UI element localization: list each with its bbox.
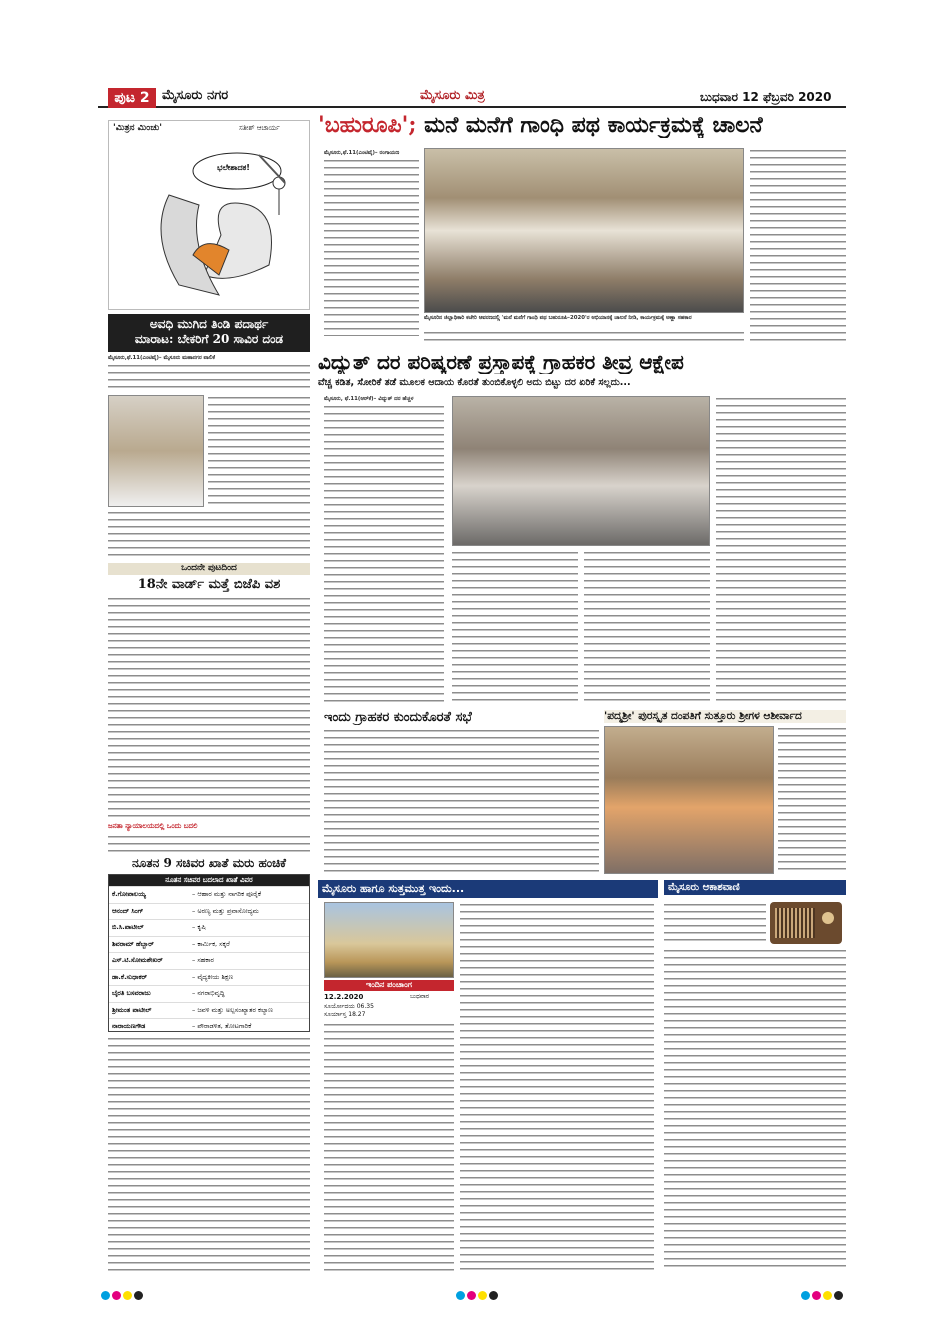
minister-row	[109, 1002, 309, 1019]
lead-body-col1	[324, 158, 419, 336]
radio-body	[664, 948, 846, 1272]
minister-name: ಬಿ.ಸಿ.ಪಾಟೀಲ್	[112, 923, 144, 931]
vidyut-body-col1	[324, 404, 444, 704]
cartoon-bubble: ಭಲೇಶಾದಕ!	[217, 163, 250, 172]
minister-row	[109, 969, 309, 986]
palace-photo	[324, 902, 454, 978]
expiry-photo	[108, 395, 204, 507]
lead-photo	[424, 148, 744, 313]
minister-row	[109, 919, 309, 936]
lead-byline: ಮೈಸೂರು,ಫೆ.11(ಎಂಟಿವೈ)– ರಂಗಾಯಣ	[324, 150, 400, 156]
minister-name: ಶಿವರಾಮ್ ಹೆಬ್ಬಾರ್	[112, 939, 154, 948]
vidyut-body-col3	[584, 550, 710, 704]
page-number: ಪುಟ 2	[108, 88, 156, 108]
minister-name: ಆನಂದ್ ಸಿಂಗ್	[112, 906, 144, 915]
minister-name: ನಾರಾಯಣಗೌಡ	[112, 1022, 146, 1030]
judiciary-body	[108, 834, 310, 852]
minister-name: ಎಸ್.ಟಿ.ಸೋಮಶೇಖರ್	[112, 956, 163, 964]
judiciary-title: ಜನತಾ ನ್ಯಾಯಾಲಯದಲ್ಲಿ ಒಂದು ಬದಲಿ	[108, 822, 198, 830]
expiry-headline-2: ಮಾರಾಟ: ಬೇಕರಿಗೆ 20 ಸಾವಿರ ದಂಡ	[134, 332, 284, 346]
city-today-col1	[324, 1022, 454, 1272]
lead-headline	[318, 112, 846, 138]
minister-dept: – ಅರಣ್ಯ ಮತ್ತು ಪ್ರವಾಸೋದ್ಯಮ	[192, 906, 259, 915]
city-today-title: ಮೈಸೂರು ಹಾಗೂ ಸುತ್ತಮುತ್ತ ಇಂದು...	[318, 880, 658, 898]
paper-name: ಮೈಸೂರು ಮಿತ್ರ	[420, 88, 485, 103]
minister-dept: – ವೈದ್ಯಕೀಯ ಶಿಕ್ಷಣ	[192, 972, 234, 981]
cartoon-artist: ಸತೀಶ್ ಆಚಾರ್ಯ	[239, 124, 280, 132]
panchanga-date: 12.2.2020	[324, 993, 364, 1001]
panchanga-sunrise: ಸೂರ್ಯೋದಯ 06.35	[324, 1003, 374, 1010]
radio-title: ಮೈಸೂರು ಆಕಾಶವಾಣಿ	[664, 880, 846, 895]
minister-dept: – ಕೃಷಿ	[192, 923, 206, 931]
radio-titlebar	[664, 880, 846, 898]
city-today-titlebar	[318, 880, 658, 898]
padma-headline: 'ಪದ್ಮಶ್ರೀ' ಪುರಸ್ಕೃತ ದಂಪತಿಗೆ ಸುತ್ತೂರು ಶ್ರೀಗಳ ಆಶೀರ್ವಾದ	[604, 710, 846, 723]
city-today-col2	[460, 902, 654, 1272]
minister-dept: – ಸಹಕಾರ	[192, 956, 214, 964]
minister-dept: – ಜವಳಿ ಮತ್ತು ಅಲ್ಪಸಂಖ್ಯಾತರ ಕಲ್ಯಾಣ	[192, 1005, 273, 1014]
lead-headline-main: ಮನೆ ಮನೆಗೆ ಗಾಂಧಿ ಪಥ ಕಾರ್ಯಕ್ರಮಕ್ಕೆ ಚಾಲನೆ	[424, 112, 763, 138]
minister-row	[109, 985, 309, 1002]
minister-row	[109, 1018, 309, 1035]
lead-body-col3	[750, 148, 846, 343]
minister-row	[109, 886, 309, 903]
ministers-table-head: ನೂತನ ಸಚಿವರ ಬದಲಾದ ಖಾತೆ ವಿವರ	[109, 875, 309, 886]
issue-date: ಬುಧವಾರ 12 ಫೆಬ್ರವರಿ 2020	[700, 90, 832, 104]
section-title: ಮೈಸೂರು ನಗರ	[162, 88, 229, 103]
ward-headline: 18ನೇ ವಾರ್ಡ್ ಮತ್ತೆ ಬಿಜೆಪಿ ವಶ	[137, 577, 281, 592]
meeting-body	[324, 728, 599, 872]
minister-name: ಬೈರತಿ ಬಸವರಾಜು	[112, 989, 151, 997]
vidyut-subhead: ವೆಚ್ಚ ಕಡಿತ, ಸೋರಿಕೆ ತಡೆ ಮೂಲಕ ಆದಾಯ ಕೊರತೆ ತುಂಬಿಕೊಳ್ಳಲಿ ಅದು ಬಿಟ್ಟು ದರ ಏರಿಕೆ ಸಲ್ಲದು...	[318, 377, 631, 388]
ministers-table	[108, 874, 310, 1032]
vidyut-byline: ಮೈಸೂರು, ಫೆ.11(ಆರ್‌ಕೆ)– ವಿದ್ಯುತ್ ದರ ಹೆಚ್ಚಳ	[324, 396, 414, 402]
cartoon-title: 'ಮಿತ್ರನ ಮಿಂಚು'	[113, 123, 163, 133]
minister-row	[109, 936, 309, 953]
color-marks-right	[800, 1285, 844, 1304]
expiry-headline-box	[108, 314, 310, 352]
continued-label: ಒಂದನೇ ಪುಟದಿಂದ	[108, 563, 310, 575]
lead-photo-caption: ಮೈಸೂರಿನ ಜಿಲ್ಲಾಧಿಕಾರಿ ಕಚೇರಿ ಆವರಣದಲ್ಲಿ 'ಮನೆ ಮನೆಗೆ ಗಾಂಧಿ ಪಥ ಬಹುರೂಪಿ–2020'ರ ಅಭಿಯಾನಕ್ಕೆ ಚಾಲನೆ ನೀಡಿ, ಕಾರ್ಯಕ್ರಮಕ್ಕೆ ಅಣ್ಣಾ ಸಹಕಾರ	[424, 315, 692, 321]
vidyut-photo	[452, 396, 710, 546]
expiry-body-end	[108, 510, 310, 560]
ministers-rows	[109, 886, 309, 1035]
panchanga-weekday: ಬುಧವಾರ	[410, 993, 429, 1000]
color-marks-left	[100, 1285, 144, 1304]
expiry-body-col	[208, 395, 310, 509]
minister-name: ಡಾ.ಕೆ.ಸುಧಾಕರ್	[112, 972, 148, 981]
minister-name: ಕೆ.ಗೋಪಾಲಯ್ಯ	[112, 890, 146, 898]
radio-body-top	[664, 902, 766, 946]
cartoon-box	[108, 120, 310, 310]
cartoon-drawing	[109, 135, 309, 309]
minister-row	[109, 952, 309, 969]
lead-body-col2	[424, 330, 744, 344]
vidyut-body-col4	[716, 396, 846, 704]
panchanga-sunset: ಸೂರ್ಯಾಸ್ತ 18.27	[324, 1011, 366, 1018]
ministers-headline: ನೂತನ 9 ಸಚಿವರ ಖಾತೆ ಮರು ಹಂಚಿಕೆ	[131, 856, 287, 870]
vidyut-body-col2	[452, 550, 578, 704]
panchanga-title: ಇಂದಿನ ಪಂಚಾಂಗ	[324, 980, 454, 991]
minister-dept: – ನಗರಾಭಿವೃದ್ಧಿ	[192, 989, 225, 997]
expiry-headline-1: ಅವಧಿ ಮುಗಿದ ತಿಂಡಿ ಪದಾರ್ಥ	[149, 317, 269, 331]
vidyut-headline: ವಿದ್ಯುತ್ ದರ ಪರಿಷ್ಕರಣೆ ಪ್ರಸ್ತಾಪಕ್ಕೆ ಗ್ರಾಹಕರ ತೀವ್ರ ಆಕ್ಷೇಪ	[318, 350, 684, 374]
padma-photo	[604, 726, 774, 874]
ministers-body	[108, 1036, 310, 1271]
minister-dept: – ಕಾರ್ಮಿಕ, ಸಕ್ಕರೆ	[192, 939, 230, 948]
minister-name: ಶ್ರೀಮಂತ ಪಾಟೀಲ್	[112, 1005, 152, 1014]
radio-icon	[770, 902, 842, 944]
color-marks-center	[455, 1285, 499, 1304]
padma-caption	[778, 726, 846, 874]
expiry-body	[108, 363, 310, 393]
minister-row	[109, 903, 309, 920]
ward-body	[108, 596, 310, 818]
lead-headline-prefix: 'ಬಹುರೂಪಿ';	[318, 112, 425, 138]
minister-dept: – ಪೌರಾಡಳಿತ, ತೋಟಗಾರಿಕೆ	[192, 1022, 252, 1030]
minister-dept: – ಆಹಾರ ಮತ್ತು ನಾಗರಿಕ ಪೂರೈಕೆ	[192, 890, 262, 898]
meeting-headline: ಇಂದು ಗ್ರಾಹಕರ ಕುಂದುಕೊರತೆ ಸಭೆ	[324, 710, 472, 725]
expiry-byline: ಮೈಸೂರು,ಫೆ.11(ಎಂಟಿವೈ)– ಮೈಸೂರು ಮಹಾನಗರ ಪಾಲಿಕೆ	[108, 355, 215, 361]
